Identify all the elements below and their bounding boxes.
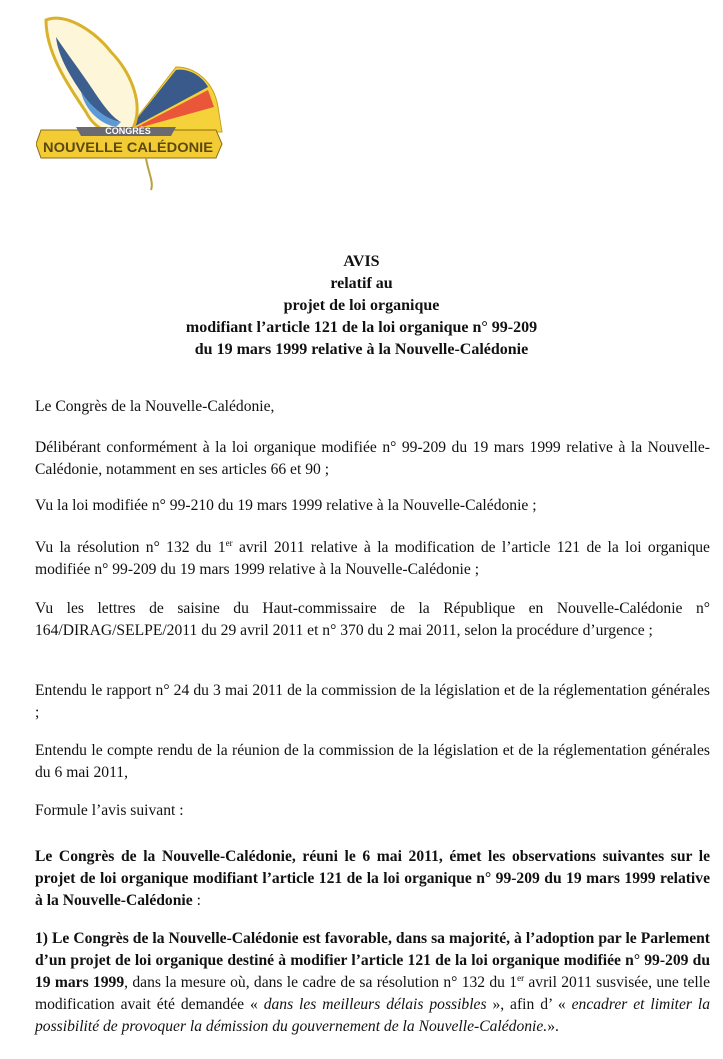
paragraph: Formule l’avis suivant : bbox=[35, 802, 184, 819]
title-line: relatif au bbox=[330, 275, 393, 292]
text: Vu la résolution n° 132 du 1 bbox=[35, 539, 226, 556]
bold-text: 1) Le Congrès de la Nouvelle-Calédonie est favorable, dans sa majorité, à l’adoption par le Parlement d’un projet de loi organique destiné à modifier l’article 121 de la loi organique modifiée n° 99-209 du 19 mars 1999 bbox=[35, 930, 710, 991]
title-line: du 19 mars 1999 relative à la Nouvelle-Calédonie bbox=[194, 341, 529, 358]
italic-quote: dans les meilleurs délais possibles bbox=[263, 996, 487, 1013]
paragraph: Délibérant conformément à la loi organique modifiée n° 99-209 du 19 mars 1999 relative à la Nouvelle-Calédonie, notamment en ses articles 66 et 90 ; bbox=[35, 439, 710, 478]
paragraph bbox=[35, 846, 710, 912]
text: ». bbox=[547, 1018, 559, 1035]
paragraph: Le Congrès de la Nouvelle-Calédonie, bbox=[35, 398, 275, 415]
svg-text:NOUVELLE CALÉDONIE: NOUVELLE CALÉDONIE bbox=[43, 139, 213, 155]
text: avril 2011 relative à la modification de l’article 121 de la loi organique modifiée n° 99-209 du 19 mars 1999 relative à la Nouvelle-Calédonie ; bbox=[35, 539, 710, 578]
title-line: modifiant l’article 121 de la loi organique n° 99-209 bbox=[185, 319, 538, 336]
text: , dans la mesure où, dans le cadre de sa résolution n° 132 du 1 bbox=[124, 974, 518, 991]
bold-text: Le Congrès de la Nouvelle-Calédonie, réuni le 6 mai 2011, émet les observations suivantes sur le projet de loi organique modifiant l’article 121 de la loi organique n° 99-209 du 19 mars 1999 relative à la Nouvelle-Calédonie bbox=[35, 848, 710, 909]
title-line: projet de loi organique bbox=[283, 297, 440, 314]
paragraph bbox=[35, 537, 710, 581]
paragraph: Entendu le rapport n° 24 du 3 mai 2011 de la commission de la législation et de la réglementation générales ; bbox=[35, 682, 710, 721]
logo-text: CONGRÈS bbox=[105, 126, 151, 136]
superscript: er bbox=[225, 538, 233, 548]
paragraph: Vu les lettres de saisine du Haut-commissaire de la République en Nouvelle-Calédonie n° 164/DIRAG/SELPE/2011 du 29 avril 2011 et n° 370 du 2 mai 2011, selon la procédure d’urgence ; bbox=[35, 600, 710, 639]
title-line: AVIS bbox=[343, 253, 380, 270]
paragraph: Entendu le compte rendu de la réunion de la commission de la législation et de la réglementation générales du 6 mai 2011, bbox=[35, 742, 710, 781]
document-title bbox=[0, 251, 723, 361]
text: avril 2011 susvisée, une telle modification avait été demandée « bbox=[35, 974, 710, 1013]
italic-quote: encadrer et limiter la possibilité de provoquer la démission du gouvernement de la Nouvelle-Calédonie. bbox=[35, 996, 711, 1035]
text: », afin d’ « bbox=[486, 996, 572, 1013]
paragraph: Vu la loi modifiée n° 99-210 du 19 mars 1999 relative à la Nouvelle-Calédonie ; bbox=[35, 497, 537, 514]
superscript: er bbox=[517, 973, 525, 983]
text: : bbox=[192, 892, 201, 909]
congres-logo bbox=[36, 12, 226, 192]
paragraph bbox=[35, 928, 710, 1038]
